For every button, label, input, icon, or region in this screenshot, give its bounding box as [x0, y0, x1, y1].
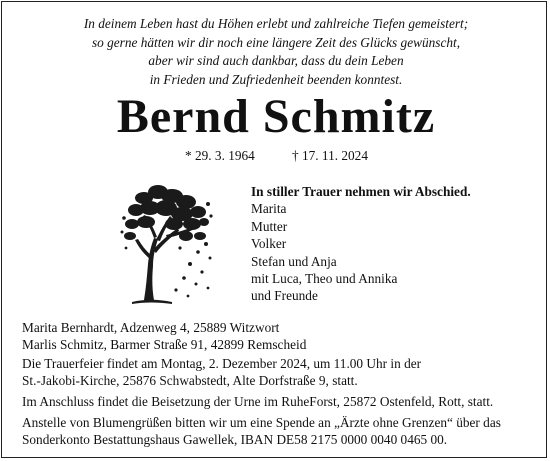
- mourning-headline: In stiller Trauer nehmen wir Abschied.: [251, 184, 471, 199]
- mourner-name: und Freunde: [251, 288, 318, 304]
- verse-line: so gerne hätten wir dir noch eine längere Zeit des Glücks gewünscht,: [91, 34, 461, 50]
- death-date: † 17. 11. 2024: [292, 148, 368, 163]
- verse-line: aber wir sind auch dankbar, dass du dein Leben: [148, 53, 404, 69]
- memorial-verse: [2, 15, 550, 89]
- funeral-notice: [22, 356, 421, 389]
- tree-ground: [132, 300, 172, 304]
- windswept-tree-icon: [114, 178, 214, 308]
- deceased-name: Bernd Schmitz: [116, 90, 436, 143]
- donation-line: Sonderkonto Bestattungshaus Gawellek, IBAN DE58 2175 0000 0040 0465 00.: [22, 431, 448, 447]
- birth-date: * 29. 3. 1964: [185, 148, 255, 163]
- mourners-block: [251, 183, 471, 305]
- donation-line: Anstelle von Blumengrüßen bitten wir um eine Spende an „Ärzte ohne Grenzen“ über das: [22, 415, 501, 430]
- verse-line: In deinem Leben hast du Höhen erlebt und zahlreiche Tiefen gemeistert;: [83, 16, 469, 31]
- address-line: Marlis Schmitz, Barmer Straße 91, 42899 Remscheid: [22, 336, 307, 352]
- mourner-name: Volker: [251, 236, 287, 252]
- donation-notice: [22, 415, 501, 448]
- mourner-name: mit Luca, Theo und Annika: [251, 271, 398, 287]
- verse-line: in Frieden und Zufriedenheit beenden konntest.: [149, 71, 403, 87]
- burial-notice: [22, 394, 493, 411]
- funeral-line: Die Trauerfeier findet am Montag, 2. Dezember 2024, um 11.00 Uhr in der: [22, 356, 422, 371]
- obituary-card: [1, 1, 547, 458]
- funeral-line: St.-Jakobi-Kirche, 25876 Schwabstedt, Alte Dorfstraße 9, statt.: [22, 372, 358, 388]
- address-line: Marita Bernhardt, Adzenweg 4, 25889 Witzwort: [22, 320, 280, 335]
- mourner-name: Mutter: [251, 218, 288, 234]
- mourner-name: Marita: [251, 201, 287, 217]
- burial-line: Im Anschluss findet die Beisetzung der Urne im RuheForst, 25872 Ostenfeld, Rott, statt.: [22, 394, 494, 409]
- address-block: [22, 320, 306, 353]
- mourner-name: Stefan und Anja: [251, 253, 337, 269]
- tree-branch: [135, 239, 153, 260]
